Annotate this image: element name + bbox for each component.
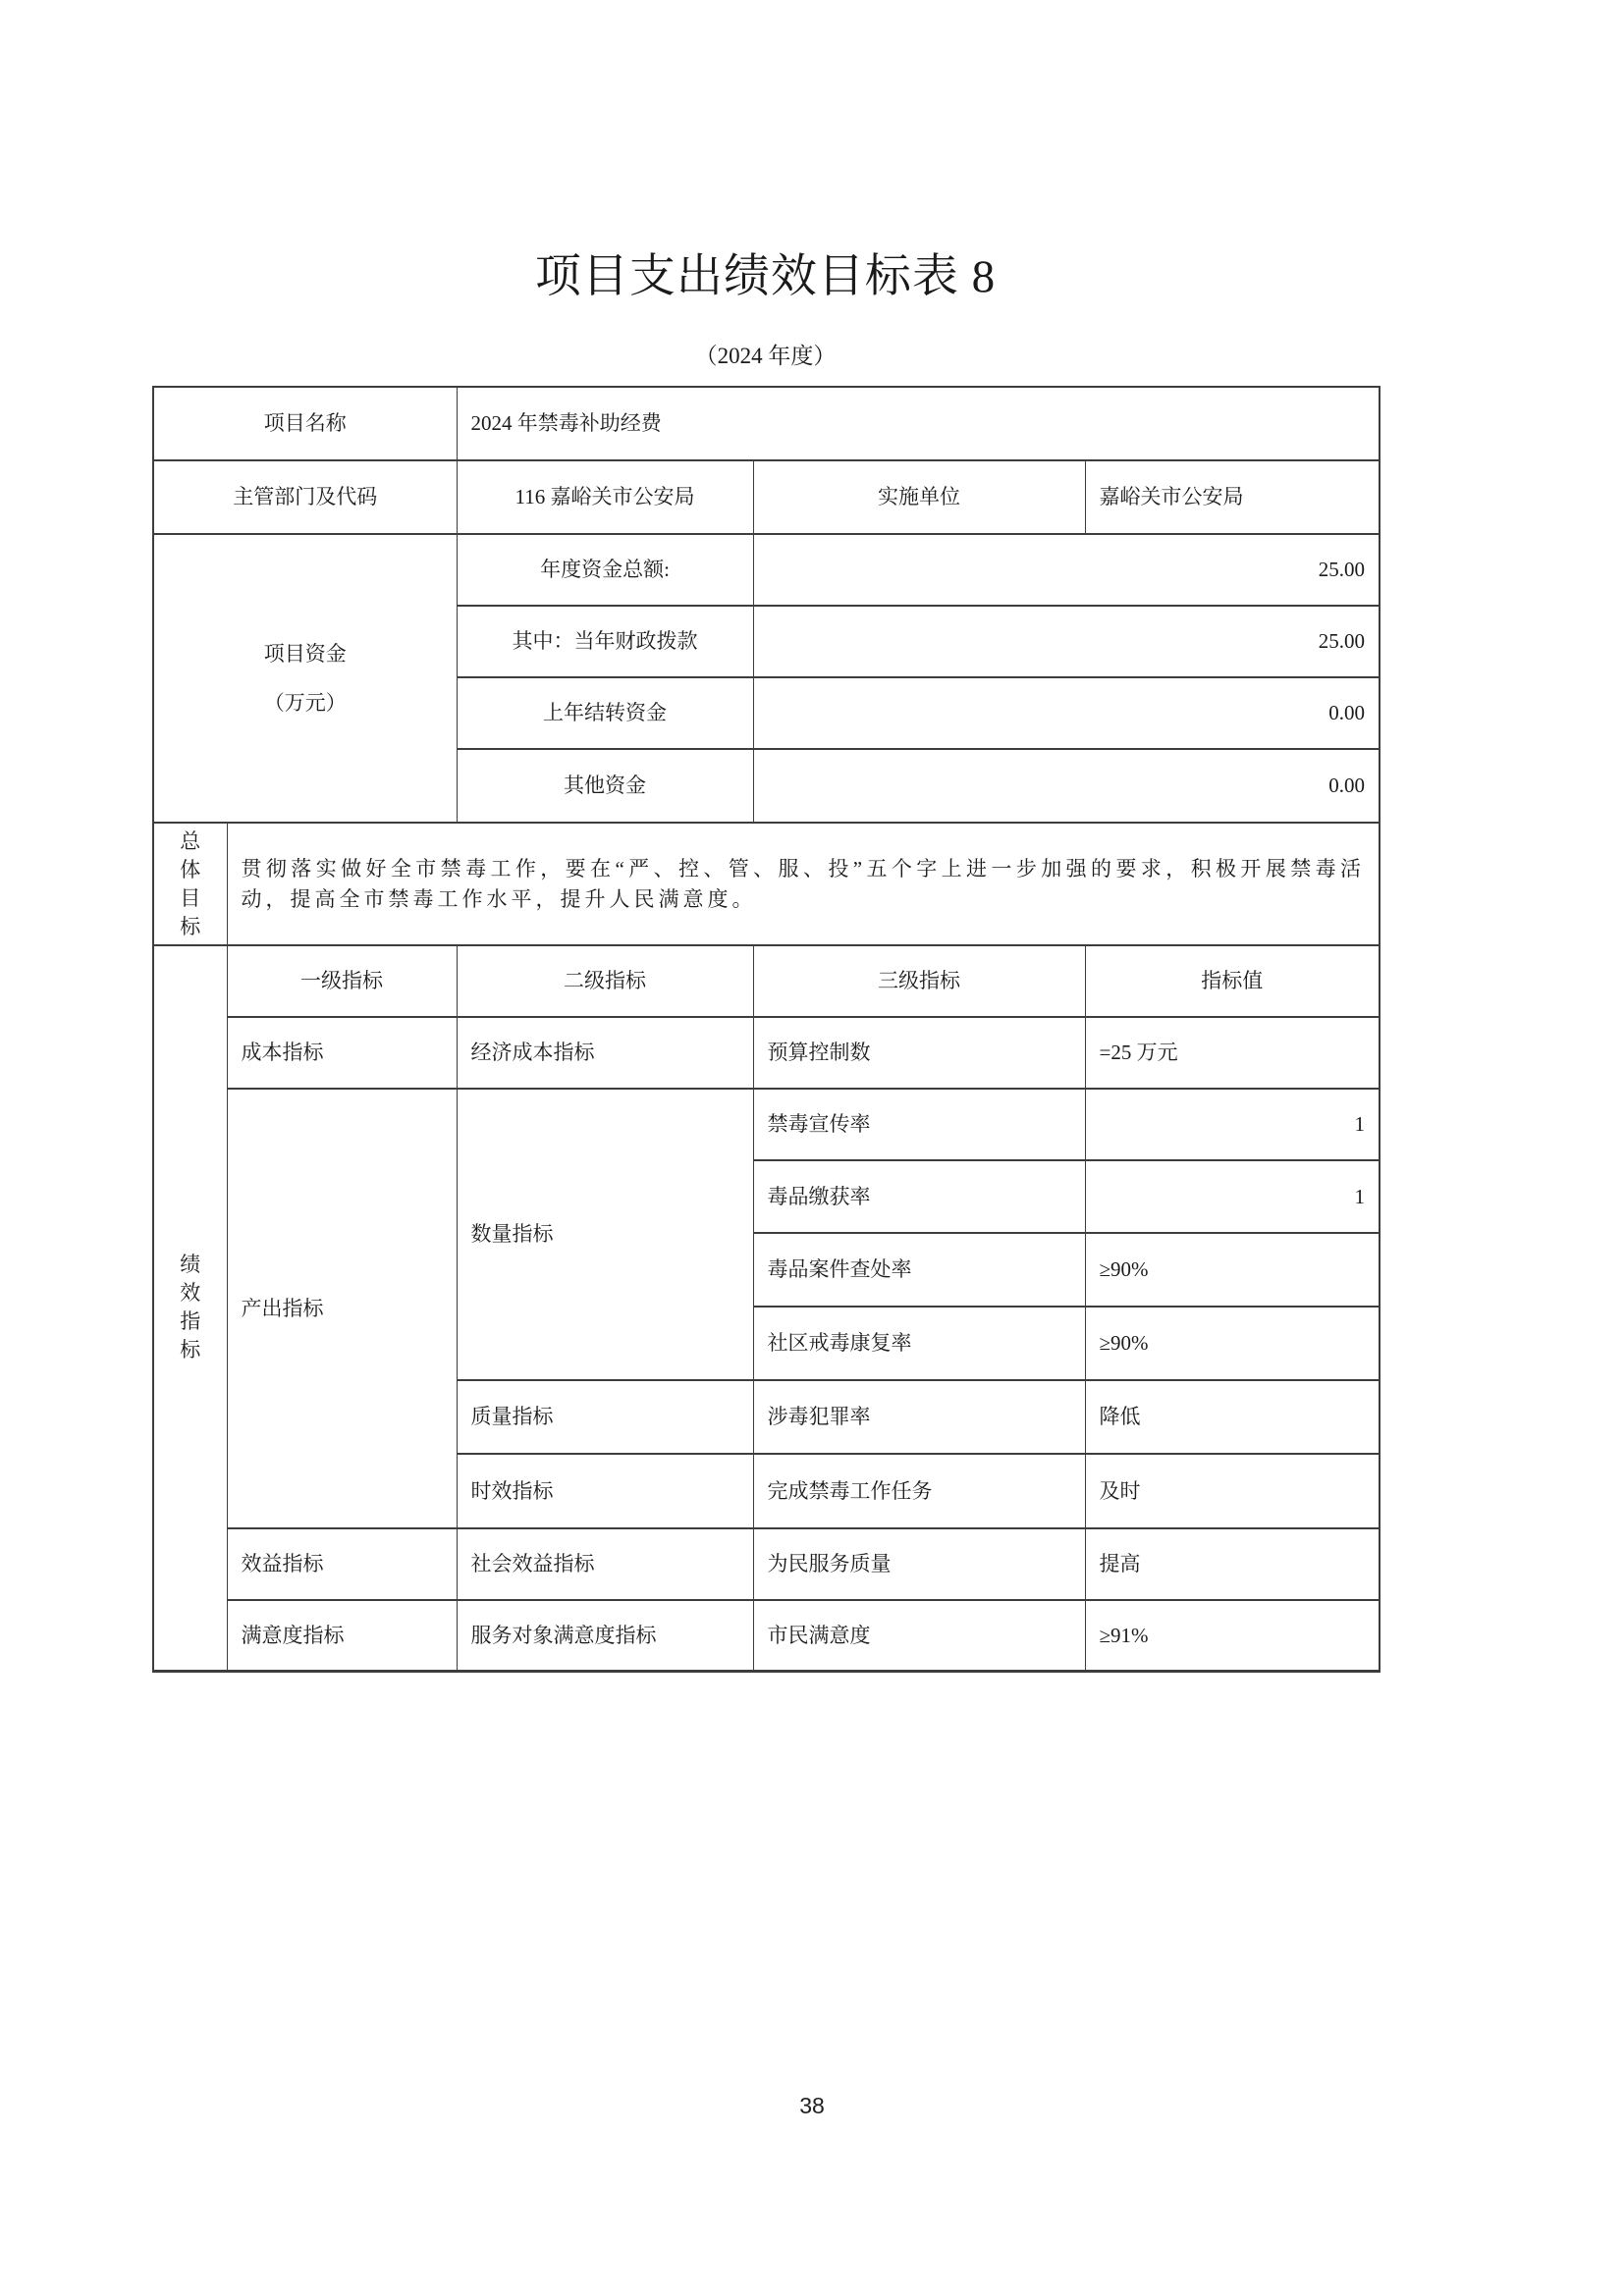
carryover-funds-value: 0.00 xyxy=(753,677,1380,749)
overall-goal-text: 贯彻落实做好全市禁毒工作，要在“严、控、管、服、投”五个字上进一步加强的要求，积极开展禁毒活动，提高全市禁毒工作水平，提升人民满意度。 xyxy=(227,823,1380,945)
other-funds-value: 0.00 xyxy=(753,749,1380,823)
page-subtitle: （2024 年度） xyxy=(694,344,837,368)
quantity-row-value: 1 xyxy=(1085,1160,1380,1233)
cost-value: =25 万元 xyxy=(1085,1017,1380,1089)
header-value: 指标值 xyxy=(1085,945,1380,1017)
quantity-row-value: ≥90% xyxy=(1085,1233,1380,1307)
project-funding-label-line2: （万元） xyxy=(263,691,347,715)
quantity-row-level3: 毒品缴获率 xyxy=(753,1160,1085,1233)
quantity-row-level3: 毒品案件查处率 xyxy=(753,1233,1085,1307)
benefit-level1: 效益指标 xyxy=(227,1528,457,1600)
quantity-row-level3: 社区戒毒康复率 xyxy=(753,1307,1085,1380)
satisfaction-level3: 市民满意度 xyxy=(753,1600,1085,1671)
header-level1: 一级指标 xyxy=(227,945,457,1017)
header-level2: 二级指标 xyxy=(457,945,753,1017)
quantity-row-value: 1 xyxy=(1085,1089,1380,1160)
quality-level3: 涉毒犯罪率 xyxy=(753,1380,1085,1454)
table-row xyxy=(153,1089,1380,1160)
implementing-unit-value: 嘉峪关市公安局 xyxy=(1085,460,1380,534)
cost-level2: 经济成本指标 xyxy=(457,1017,753,1089)
annual-total-label: 年度资金总额: xyxy=(457,534,753,606)
table-row xyxy=(153,1528,1380,1600)
cost-level1: 成本指标 xyxy=(227,1017,457,1089)
project-funding-label xyxy=(153,534,457,823)
benefit-level3: 为民服务质量 xyxy=(753,1528,1085,1600)
benefit-level2: 社会效益指标 xyxy=(457,1528,753,1600)
table-row xyxy=(153,534,1380,606)
annual-total-value: 25.00 xyxy=(753,534,1380,606)
quantity-row-value: ≥90% xyxy=(1085,1307,1380,1380)
dept-code-value: 116 嘉峪关市公安局 xyxy=(457,460,753,534)
table-row xyxy=(153,1600,1380,1671)
project-funding-label-line1: 项目资金 xyxy=(263,642,347,666)
quality-value: 降低 xyxy=(1085,1380,1380,1454)
project-name-value: 2024 年禁毒补助经费 xyxy=(457,387,1380,460)
implementing-unit-label: 实施单位 xyxy=(753,460,1085,534)
page-title: 项目支出绩效目标表 8 xyxy=(534,251,997,302)
table-row xyxy=(153,460,1380,534)
current-year-appropriation-label: 其中：当年财政拨款 xyxy=(457,606,753,677)
project-name-label: 项目名称 xyxy=(153,387,457,460)
current-year-appropriation-value: 25.00 xyxy=(753,606,1380,677)
quantity-level2: 数量指标 xyxy=(457,1089,753,1380)
satisfaction-value: ≥91% xyxy=(1085,1600,1380,1671)
timeliness-level2: 时效指标 xyxy=(457,1454,753,1528)
header-level3: 三级指标 xyxy=(753,945,1085,1017)
dept-code-label: 主管部门及代码 xyxy=(153,460,457,534)
performance-indicators-label-cell xyxy=(153,945,227,1671)
performance-target-table xyxy=(152,386,1380,1673)
page-number: 38 xyxy=(799,2093,825,2118)
timeliness-level3: 完成禁毒工作任务 xyxy=(753,1454,1085,1528)
performance-indicators-label: 绩效指标 xyxy=(180,1253,201,1362)
satisfaction-level2: 服务对象满意度指标 xyxy=(457,1600,753,1671)
other-funds-label: 其他资金 xyxy=(457,749,753,823)
cost-level3: 预算控制数 xyxy=(753,1017,1085,1089)
carryover-funds-label: 上年结转资金 xyxy=(457,677,753,749)
overall-goal-label: 总体目标 xyxy=(180,828,201,938)
table-row xyxy=(153,1017,1380,1089)
quality-level2: 质量指标 xyxy=(457,1380,753,1454)
overall-goal-label-cell xyxy=(153,823,227,945)
benefit-value: 提高 xyxy=(1085,1528,1380,1600)
timeliness-value: 及时 xyxy=(1085,1454,1380,1528)
table-row xyxy=(153,387,1380,460)
satisfaction-level1: 满意度指标 xyxy=(227,1600,457,1671)
table-row xyxy=(153,945,1380,1017)
output-level1: 产出指标 xyxy=(227,1089,457,1528)
quantity-row-level3: 禁毒宣传率 xyxy=(753,1089,1085,1160)
table-row xyxy=(153,823,1380,945)
